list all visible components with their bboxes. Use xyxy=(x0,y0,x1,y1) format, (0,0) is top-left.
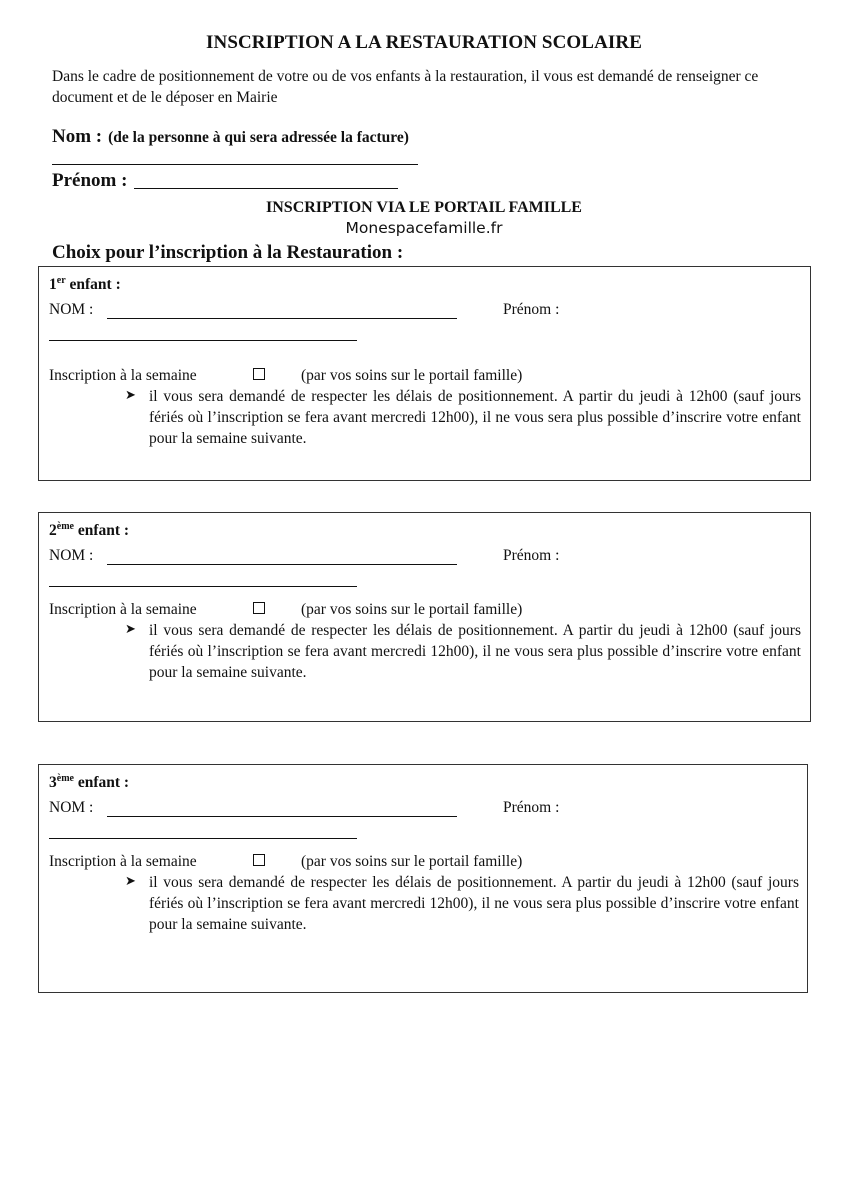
child-prenom-label: Prénom : xyxy=(503,547,560,564)
billing-prenom-field[interactable] xyxy=(134,188,398,189)
intro-paragraph: Dans le cadre de positionnement de votre ou de vos enfants à la restauration, il vous est demandé de renseigner ce document et de le déposer en Mairie xyxy=(52,68,759,106)
weekly-registration-checkbox[interactable] xyxy=(253,854,265,866)
portal-title: INSCRIPTION VIA LE PORTAIL FAMILLE xyxy=(266,199,582,216)
child-ordinal-suffix: ème xyxy=(56,773,74,784)
child-section-1 xyxy=(38,266,811,481)
child-prenom-label: Prénom : xyxy=(503,799,560,816)
child-heading-text: enfant : xyxy=(77,774,130,791)
weekly-registration-label: Inscription à la semaine xyxy=(49,601,197,618)
billing-nom-field[interactable] xyxy=(52,164,418,165)
child-nom-field[interactable] xyxy=(107,816,457,817)
billing-nom-label: Nom : xyxy=(52,126,103,147)
weekly-registration-note: (par vos soins sur le portail famille) xyxy=(301,367,523,384)
child-prenom-field[interactable] xyxy=(49,340,357,341)
child-prenom-field[interactable] xyxy=(49,586,357,587)
child-heading xyxy=(49,275,121,294)
arrow-bullet-icon: ➤ xyxy=(125,387,136,402)
billing-nom-note: (de la personne à qui sera adressée la facture) xyxy=(108,129,409,146)
child-section-3 xyxy=(38,764,808,993)
arrow-bullet-icon: ➤ xyxy=(125,621,136,636)
billing-name-row xyxy=(52,126,409,148)
choice-heading: Choix pour l’inscription à la Restauration : xyxy=(52,242,404,263)
document-title: INSCRIPTION A LA RESTAURATION SCOLAIRE xyxy=(206,32,642,53)
arrow-bullet-icon: ➤ xyxy=(125,873,136,888)
child-nom-label: NOM : xyxy=(49,301,94,318)
weekly-registration-label: Inscription à la semaine xyxy=(49,853,197,870)
child-heading-text: enfant : xyxy=(77,522,130,539)
child-ordinal-suffix: ème xyxy=(56,521,74,532)
child-nom-field[interactable] xyxy=(107,318,457,319)
child-ordinal-suffix: er xyxy=(56,275,66,286)
child-prenom-field[interactable] xyxy=(49,838,357,839)
child-heading xyxy=(49,773,129,792)
child-ordinal: 1 xyxy=(49,276,57,293)
billing-prenom-label: Prénom : xyxy=(52,170,128,191)
deadline-rule-text: il vous sera demandé de respecter les délais de positionnement. A partir du jeudi à 12h00 (sauf jours fériés où l’inscription se fera avant mercredi 12h00), il ne vous sera plus possible d’inscrire votre enfant pour la semaine suivante. xyxy=(149,622,801,681)
weekly-registration-label: Inscription à la semaine xyxy=(49,367,197,384)
weekly-registration-note: (par vos soins sur le portail famille) xyxy=(301,853,523,870)
child-nom-label: NOM : xyxy=(49,799,94,816)
child-heading xyxy=(49,521,129,540)
portal-url: Monespacefamille.fr xyxy=(345,219,503,237)
weekly-registration-note: (par vos soins sur le portail famille) xyxy=(301,601,523,618)
child-nom-field[interactable] xyxy=(107,564,457,565)
deadline-rule-text: il vous sera demandé de respecter les délais de positionnement. A partir du jeudi à 12h00 (sauf jours fériés où l’inscription se fera avant mercredi 12h00), il ne vous sera plus possible d’inscrire votre enfant pour la semaine suivante. xyxy=(149,874,799,933)
weekly-registration-checkbox[interactable] xyxy=(253,602,265,614)
child-prenom-label: Prénom : xyxy=(503,301,560,318)
child-nom-label: NOM : xyxy=(49,547,94,564)
child-ordinal: 2 xyxy=(49,522,57,539)
weekly-registration-checkbox[interactable] xyxy=(253,368,265,380)
child-ordinal: 3 xyxy=(49,774,57,791)
child-heading-text: enfant : xyxy=(69,276,121,293)
deadline-rule-text: il vous sera demandé de respecter les délais de positionnement. A partir du jeudi à 12h00 (sauf jours fériés où l’inscription se fera avant mercredi 12h00), il ne vous sera plus possible d’inscrire votre enfant pour la semaine suivante. xyxy=(149,388,801,447)
child-section-2 xyxy=(38,512,811,722)
